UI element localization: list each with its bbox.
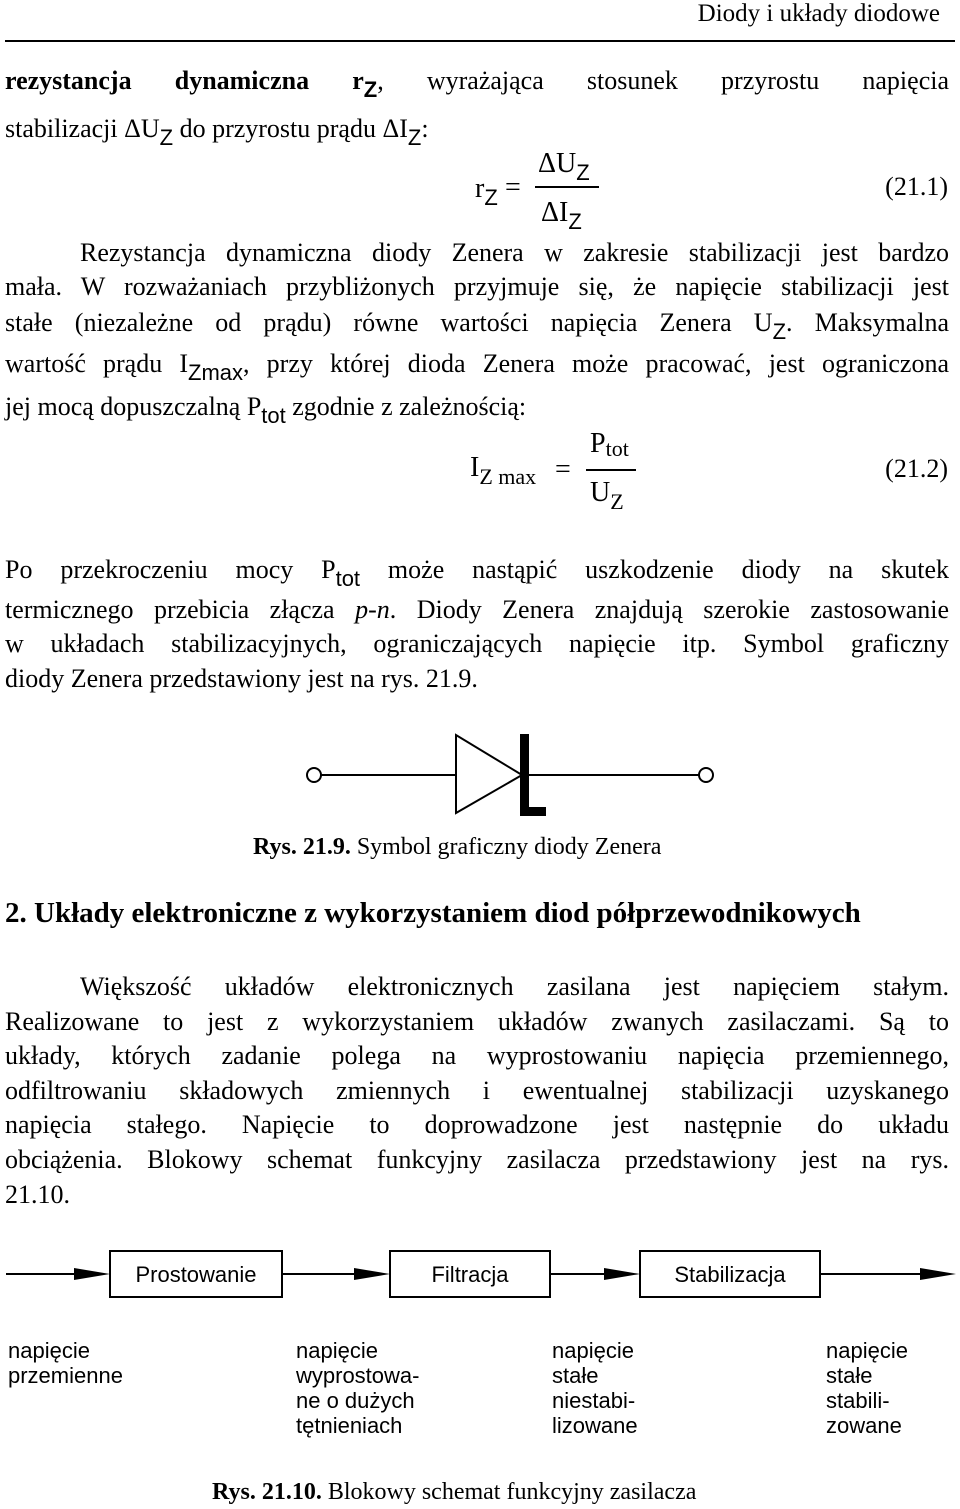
label-line: przemienne — [8, 1363, 123, 1388]
text: termicznego przebicia złącza — [5, 595, 356, 624]
eq2-equals: = — [555, 454, 571, 485]
text: , przy której dioda Zenera może pracować, jest ograniczona — [243, 349, 949, 378]
para3-line-2: Realizowane to jest z wykorzystaniem układów zwanych zasilaczami. Są to — [5, 1007, 949, 1036]
intro-line-1 — [5, 64, 949, 102]
signal-label-unstabilized — [552, 1338, 638, 1438]
header-rule — [5, 40, 955, 42]
label-line: tętnieniach — [296, 1413, 403, 1438]
text: r — [475, 173, 485, 204]
intro-text: , wyrażająca stosunek przyrostu napięcia — [377, 66, 949, 95]
subscript: Z — [772, 319, 787, 344]
subscript: Z max — [479, 464, 537, 489]
eq2-lhs — [470, 452, 537, 489]
para2-line-4: diody Zenera przedstawiony jest na rys. 21.9. — [5, 664, 478, 693]
zener-hook — [520, 807, 546, 816]
para2-line-2 — [5, 593, 949, 627]
eq1-fraction-bar — [535, 186, 599, 188]
intro-line-2 — [5, 112, 949, 150]
figure-21-10-caption — [212, 1479, 696, 1506]
section-heading: 2. Układy elektroniczne z wykorzystaniem diod półprzewodnikowych — [5, 897, 861, 929]
para2-line-3: w układach stabilizacyjnych, ograniczających napięcie itp. Symbol graficzny — [5, 629, 949, 658]
para1-line-3 — [5, 306, 949, 344]
text: I — [470, 452, 480, 483]
label-line: ne o dużych — [296, 1388, 415, 1413]
para3-line-6: obciążenia. Blokowy schemat funkcyjny zasilacza przedstawiony jest na rys. — [5, 1145, 949, 1174]
label-line: stałe — [552, 1363, 599, 1388]
arrow-1-head — [74, 1268, 110, 1280]
block-label-3: Stabilizacja — [674, 1262, 786, 1287]
para1-line-5 — [5, 390, 949, 428]
subscript: Z — [159, 125, 174, 150]
arrow-4-head — [920, 1268, 956, 1280]
subscript: Z — [363, 77, 378, 102]
eq1-lhs — [475, 173, 498, 210]
diode-triangle — [456, 735, 522, 813]
subscript: Z — [407, 125, 422, 150]
eq1-denominator — [541, 197, 582, 234]
label-line: stałe — [826, 1363, 873, 1388]
text: stałe (niezależne od prądu) równe wartości napięcia Zenera U — [5, 308, 773, 337]
label-line: napięcie — [8, 1338, 90, 1363]
text: : — [421, 114, 429, 143]
label-line: lizowane — [552, 1413, 638, 1438]
running-header: Diody i układy diodowe — [697, 0, 940, 27]
subscript: Z — [484, 185, 498, 210]
label-line: napięcie — [552, 1338, 634, 1363]
arrow-3-head — [604, 1268, 640, 1280]
block-label-2: Filtracja — [431, 1262, 509, 1287]
subscript: Z — [576, 160, 590, 185]
para1-line-1: Rezystancja dynamiczna diody Zenera w zakresie stabilizacji jest bardzo — [80, 238, 949, 267]
label-line: stabili- — [826, 1388, 890, 1413]
text: P — [590, 428, 606, 459]
label-line: niestabi- — [552, 1388, 636, 1413]
text: ΔI — [541, 197, 569, 228]
para2-line-1 — [5, 553, 949, 591]
eq1-number: (21.1) — [885, 172, 948, 201]
eq2-numerator — [590, 428, 629, 460]
figure-label: Rys. 21.9. — [253, 834, 351, 860]
para3-line-4: odfiltrowaniu składowych zmiennych i ewentualnej stabilizacji uzyskanego — [5, 1076, 949, 1105]
text: wartość prądu I — [5, 349, 189, 378]
subscript: tot — [261, 403, 286, 428]
subscript: Z — [610, 489, 624, 514]
label-line: napięcie — [296, 1338, 378, 1363]
subscript: Z — [568, 209, 582, 234]
text: do przyrostu prądu ΔI — [173, 114, 408, 143]
cathode-bar — [520, 734, 529, 816]
text: . Diody Zenera znajdują szerokie zastosowanie — [389, 595, 949, 624]
text: może nastąpić uszkodzenie diody na skutek — [360, 555, 949, 584]
text: . Maksymalna — [786, 308, 949, 337]
label-line: napięcie — [826, 1338, 908, 1363]
caption-text: Blokowy schemat funkcyjny zasilacza — [321, 1479, 697, 1505]
eq1-numerator — [538, 148, 590, 185]
para3-line-3: układy, których zadanie polega na wyprostowaniu napięcia przemiennego, — [5, 1041, 949, 1070]
figure-21-9-caption — [253, 834, 661, 861]
arrow-2-head — [354, 1268, 390, 1280]
text: ΔU — [538, 148, 577, 179]
para3-line-7: 21.10. — [5, 1180, 70, 1209]
signal-label-stabilized — [826, 1338, 908, 1438]
zener-diode-symbol — [300, 728, 720, 818]
para1-line-2: mała. W rozważaniach przybliżonych przyjmuje się, że napięcie stabilizacji jest — [5, 272, 949, 301]
signal-label-rectified — [296, 1338, 419, 1438]
text: U — [590, 477, 611, 508]
figure-label: Rys. 21.10. — [212, 1479, 322, 1505]
eq2-denominator — [590, 477, 624, 514]
text: jej mocą dopuszczalną P — [5, 392, 262, 421]
label-line: zowane — [826, 1413, 902, 1438]
caption-text: Symbol graficzny diody Zenera — [350, 834, 662, 860]
italic-text: p-n — [355, 595, 390, 624]
power-supply-block-diagram — [0, 1235, 960, 1315]
eq2-number: (21.2) — [885, 454, 948, 483]
term-bold: rezystancja dynamiczna r — [5, 66, 364, 95]
text: stabilizacji ΔU — [5, 114, 160, 143]
signal-label-ac — [8, 1338, 123, 1388]
text: Po przekroczeniu mocy P — [5, 555, 336, 584]
eq1-equals: = — [505, 172, 521, 203]
subscript: tot — [605, 436, 629, 461]
subscript: tot — [335, 566, 361, 591]
subscript: Zmax — [188, 360, 244, 385]
block-label-1: Prostowanie — [135, 1262, 257, 1287]
text: zgodnie z zależnością: — [285, 392, 527, 421]
label-line: wyprostowa- — [296, 1363, 420, 1388]
terminal-left — [307, 768, 321, 782]
para3-line-1: Większość układów elektronicznych zasilana jest napięciem stałym. — [80, 972, 949, 1001]
terminal-right — [699, 768, 713, 782]
para1-line-4 — [5, 347, 949, 385]
para3-line-5: napięcia stałego. Napięcie to doprowadzone jest następnie do układu — [5, 1110, 949, 1139]
eq2-fraction-bar — [586, 469, 636, 471]
